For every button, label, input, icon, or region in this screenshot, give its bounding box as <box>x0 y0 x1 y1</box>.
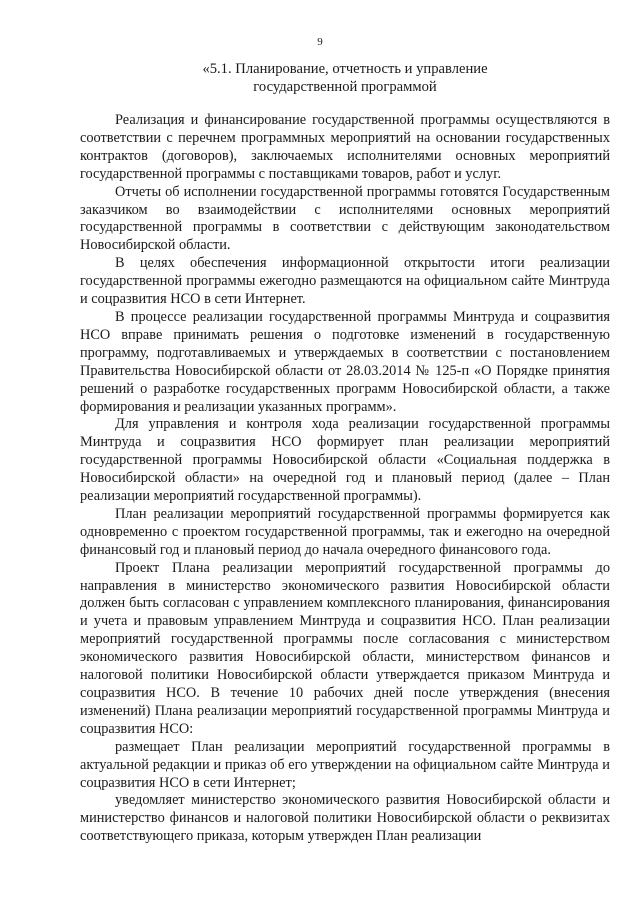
section-title-line-1: «5.1. Планирование, отчетность и управление <box>202 61 488 77</box>
document-body <box>80 112 610 846</box>
paragraph: Проект Плана реализации мероприятий государственной программы до направления в министерство экономического развития Новосибирской области должен быть согласован с управлением комплексного планирования, финансирования и учета и правовым управлением Минтруда и соцразвития НСО. План реализации мероприятий государственной программы после согласования с министерством экономического развития Новосибирской области, министерством финансов и налоговой политики Новосибирской области утверждается приказом Минтруда и соцразвития НСО. В течение 10 рабочих дней после утверждения (внесения изменений) Плана реализации мероприятий государственной программы Минтруда и соцразвития НСО: <box>80 559 610 737</box>
page-number: 9 <box>317 36 323 48</box>
paragraph: Реализация и финансирование государственной программы осуществляются в соответствии с перечнем программных мероприятий на основании государственных контрактов (договоров), заключаемых исполнителями основных мероприятий государственной программы с поставщиками товаров, работ и услуг. <box>80 112 610 182</box>
paragraph: В целях обеспечения информационной открытости итоги реализации государственной программы ежегодно размещаются на официальном сайте Минтруда и соцразвития НСО в сети Интернет. <box>80 255 610 308</box>
paragraph: Отчеты об исполнении государственной программы готовятся Государственным заказчиком во взаимодействии с исполнителями основных мероприятий государственной программы в соответствии с действующим законодательством Новосибирской области. <box>80 183 610 254</box>
paragraph: План реализации мероприятий государственной программы формируется как одновременно с проектом государственной программы, так и ежегодно на очередной финансовый год и плановый период до начала очередного финансового года. <box>80 505 610 558</box>
section-title-line-2: государственной программой <box>253 79 437 95</box>
paragraph: Для управления и контроля хода реализации государственной программы Минтруда и соцразвития НСО формирует план реализации мероприятий государственной программы Новосибирской области «Социальная поддержка в Новосибирской области» на очередной год и плановый период (далее – План реализации мероприятий государственной программы). <box>80 416 610 505</box>
section-title <box>80 60 610 96</box>
paragraph: В процессе реализации государственной программы Минтруда и соцразвития НСО вправе принимать решения о подготовке изменений в государственную программу, подготавливаемых и утверждаемых в соответствии с постановлением Правительства Новосибирской области от 28.03.2014 № 125-п «О Порядке принятия решений о разработке государственных программ Новосибирской области, а также формирования и реализации указанных программ». <box>80 308 610 415</box>
paragraph: размещает План реализации мероприятий государственной программы в актуальной редакции и приказ об его утверждении на официальном сайте Минтруда и соцразвития НСО в сети Интернет; <box>80 738 610 791</box>
paragraph: уведомляет министерство экономического развития Новосибирской области и министерство финансов и налоговой политики Новосибирской области о реквизитах соответствующего приказа, которым утвержден План реализации <box>80 792 610 845</box>
